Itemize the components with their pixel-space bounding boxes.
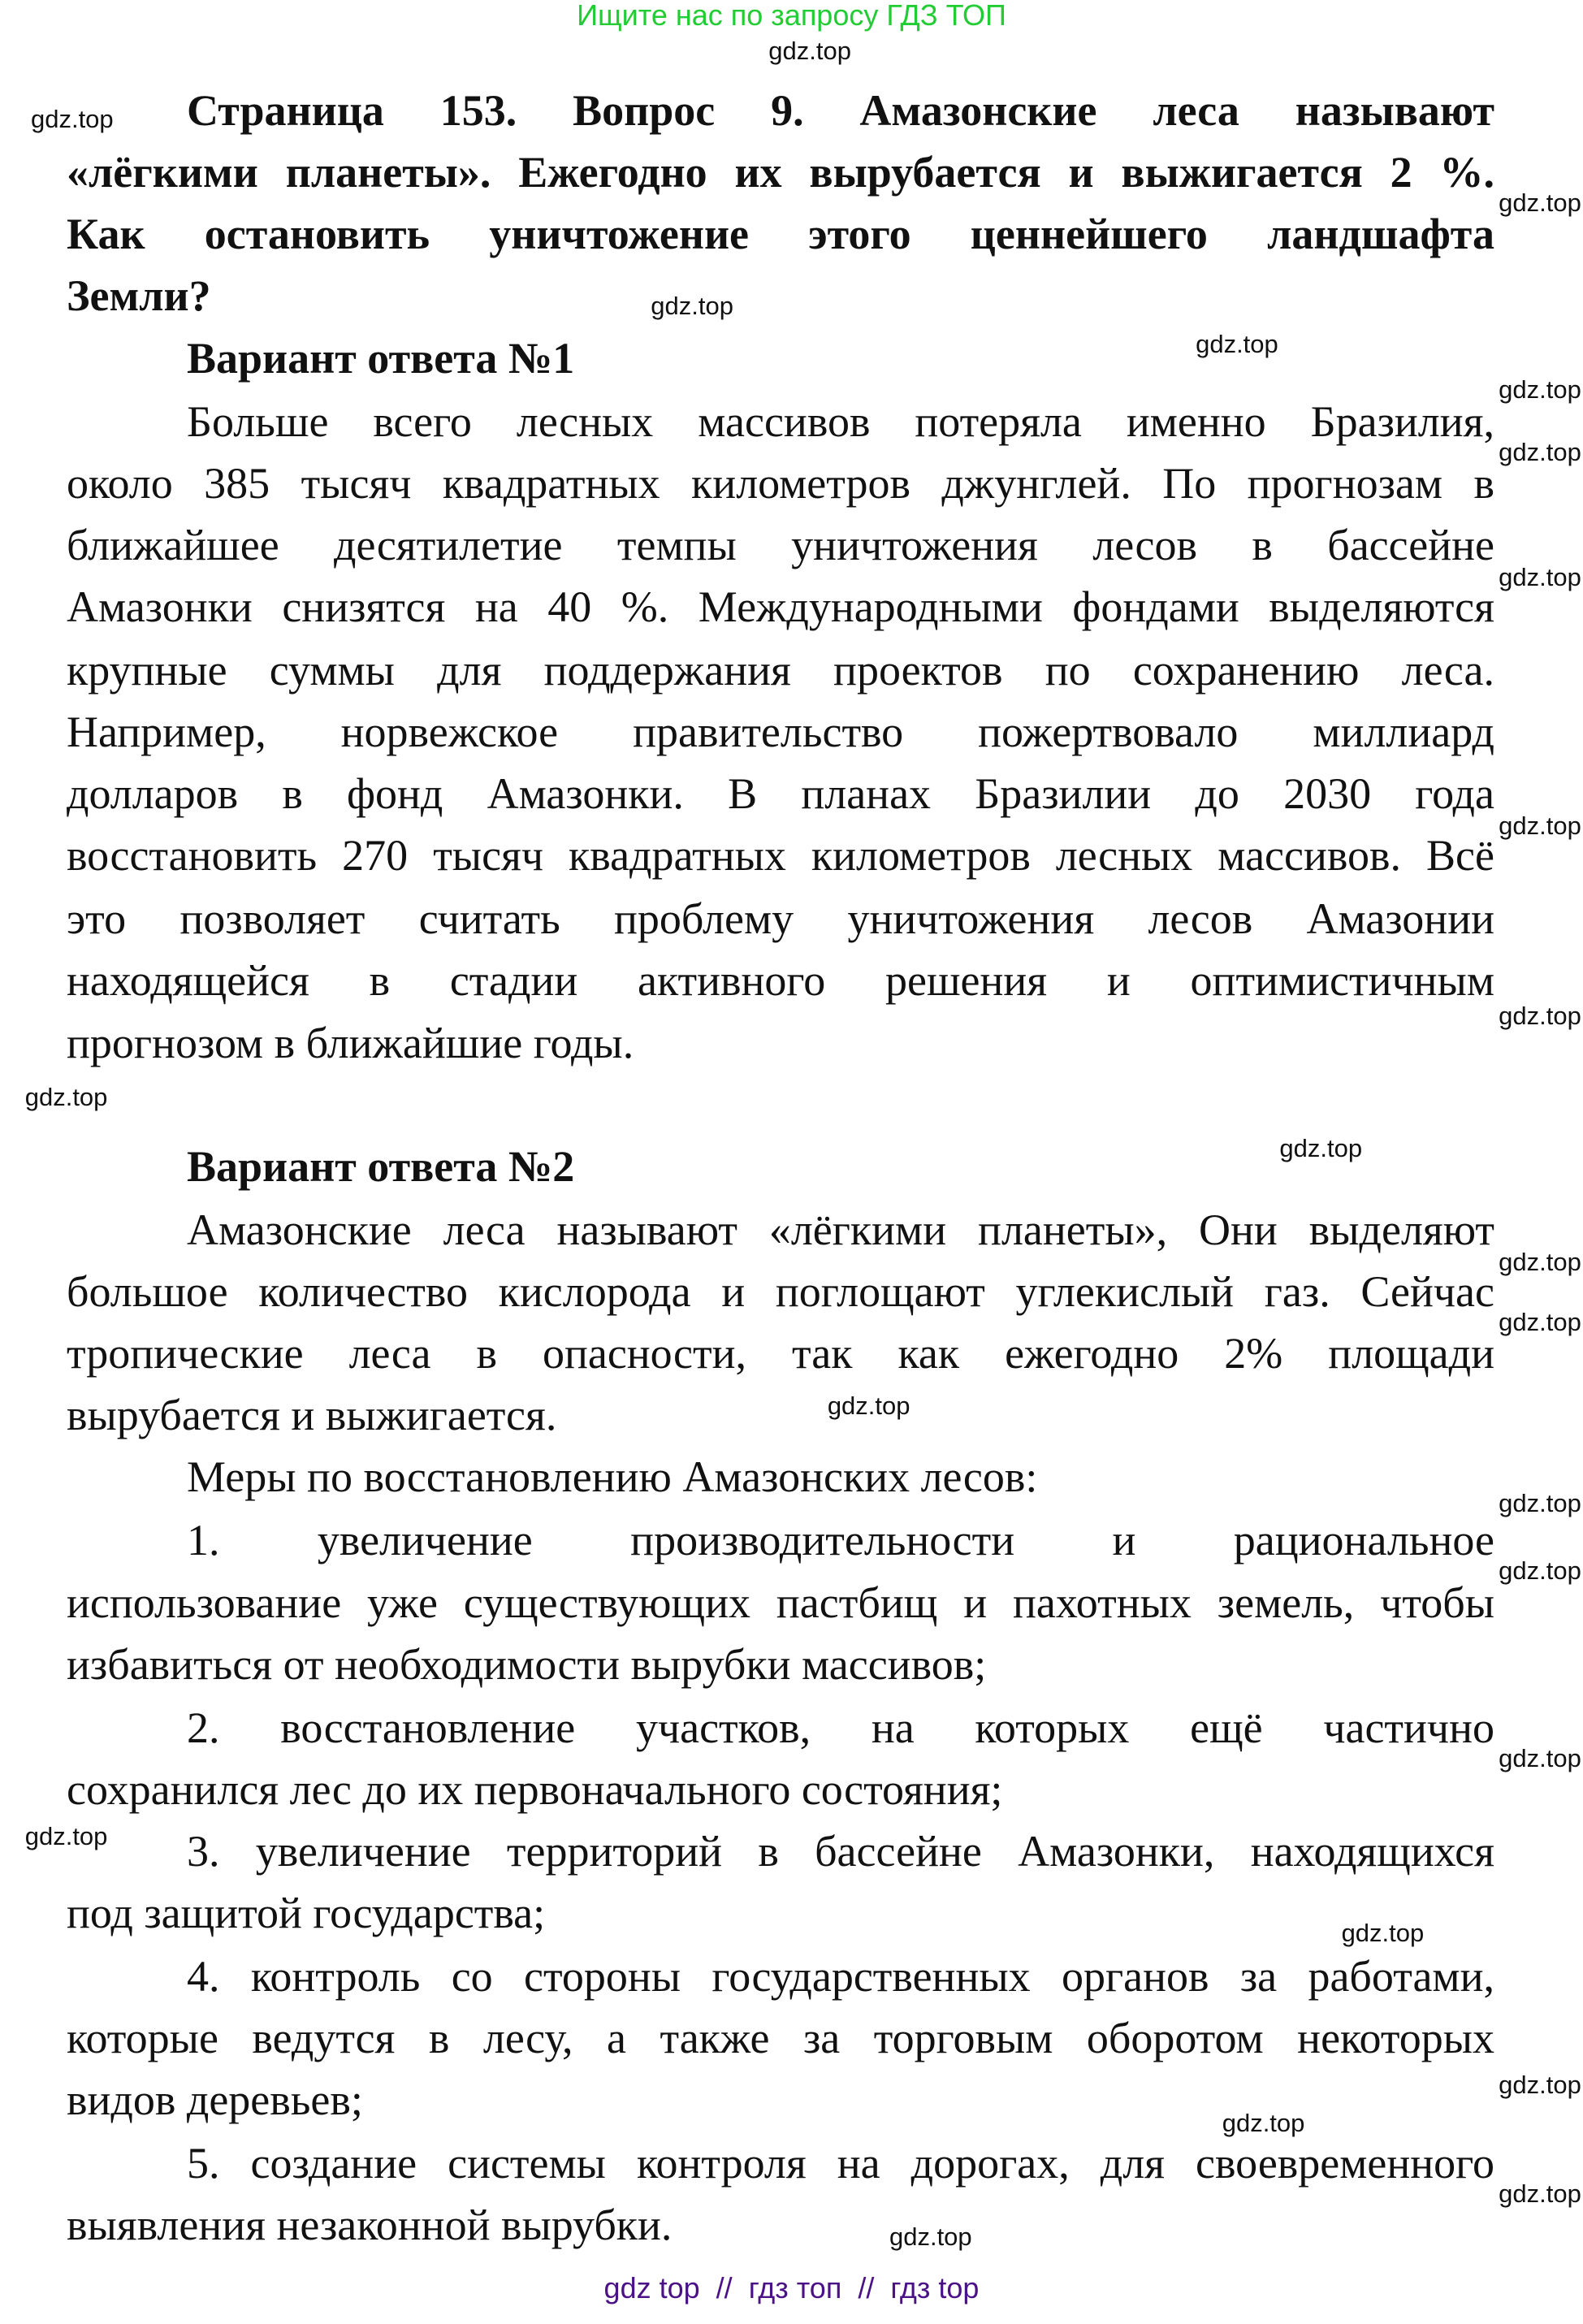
watermark-text: gdz.top: [24, 1082, 108, 1111]
answer-variant-heading: Вариант ответа №1: [187, 333, 575, 383]
watermark-text: gdz.top: [889, 2222, 972, 2251]
footer-link-gdz-top-ru[interactable]: гдз топ: [748, 2271, 842, 2305]
watermark-text: gdz.top: [24, 1821, 108, 1850]
watermark-text: gdz.top: [1499, 1489, 1581, 1518]
footer-links: [0, 2271, 1583, 2305]
text-line: 5. создание системы контроля на дорогах, для своевременного: [187, 2139, 1494, 2188]
watermark-text: gdz.top: [30, 104, 114, 133]
watermark-text: gdz.top: [1499, 1001, 1581, 1030]
question-title-line: Как остановить уничтожение этого ценнейшего ландшафта: [67, 210, 1494, 259]
watermark-text: gdz.top: [1499, 1556, 1581, 1586]
watermark-text: gdz.top: [768, 37, 852, 66]
question-title-line: «лёгкими планеты». Ежегодно их вырубается и выжигается 2 %.: [67, 148, 1494, 197]
text-line: около 385 тысяч квадратных километров джунглей. По прогнозам в: [67, 458, 1494, 508]
text-line: 3. увеличение территорий в бассейне Амазонки, находящихся: [187, 1826, 1494, 1876]
text-line: которые ведутся в лесу, а также за торговым оборотом некоторых: [67, 2014, 1494, 2063]
answer-variant-heading: Вариант ответа №2: [187, 1141, 575, 1191]
question-title-line: Земли?: [67, 271, 211, 321]
text-line: 2. восстановление участков, на которых ещё частично: [187, 1703, 1494, 1752]
watermark-text: gdz.top: [1499, 2071, 1581, 2100]
text-line: прогнозом в ближайшие годы.: [67, 1018, 634, 1067]
question-title-line: Страница 153. Вопрос 9. Амазонские леса называют: [187, 85, 1494, 135]
watermark-text: gdz.top: [1279, 1134, 1363, 1163]
text-line: Например, норвежское правительство пожертвовало миллиард: [67, 708, 1494, 757]
watermark-text: gdz.top: [1499, 437, 1581, 466]
text-line: 4. контроль со стороны государственных органов за работами,: [187, 1952, 1494, 2002]
text-line: выявления незаконной вырубки.: [67, 2201, 673, 2250]
text-line: Больше всего лесных массивов потеряла именно Бразилия,: [187, 396, 1494, 446]
footer-link-gdz-top[interactable]: gdz top: [603, 2271, 700, 2305]
text-line: восстановить 270 тысяч квадратных километров лесных массивов. Всё: [67, 831, 1494, 881]
footer-link-gdz-top-mixed[interactable]: гдз top: [890, 2271, 980, 2305]
text-line: большое количество кислорода и поглощают углекислый газ. Сейчас: [67, 1267, 1494, 1317]
watermark-text: gdz.top: [1499, 562, 1581, 591]
watermark-text: gdz.top: [1341, 1919, 1425, 1948]
text-line: долларов в фонд Амазонки. В планах Бразилии до 2030 года: [67, 769, 1494, 819]
text-line: 1. увеличение производительности и рациональное: [187, 1516, 1494, 1565]
watermark-text: gdz.top: [1499, 188, 1581, 218]
watermark-text: gdz.top: [827, 1391, 910, 1421]
text-line: вырубается и выжигается.: [67, 1391, 557, 1440]
watermark-text: gdz.top: [651, 292, 733, 321]
text-line: использование уже существующих пастбищ и пахотных земель, чтобы: [67, 1577, 1494, 1627]
text-line: Амазонки снизятся на 40 %. Международными фондами выделяются: [67, 582, 1494, 631]
text-line: это позволяет считать проблему уничтожения лесов Амазонии: [67, 894, 1494, 944]
text-line: крупные суммы для поддержания проектов по сохранению леса.: [67, 645, 1494, 695]
text-line: ближайшее десятилетие темпы уничтожения лесов в бассейне: [67, 520, 1494, 569]
text-line: Меры по восстановлению Амазонских лесов:: [187, 1452, 1038, 1502]
text-line: тропические леса в опасности, так как ежегодно 2% площади: [67, 1329, 1494, 1378]
watermark-text: gdz.top: [1499, 375, 1581, 405]
text-line: Амазонские леса называют «лёгкими планеты», Они выделяют: [187, 1205, 1494, 1254]
text-line: находящейся в стадии активного решения и оптимистичным: [67, 956, 1494, 1006]
watermark-text: gdz.top: [1196, 330, 1278, 359]
footer-separator: //: [716, 2271, 733, 2305]
watermark-text: gdz.top: [1499, 1308, 1581, 1337]
text-line: избавиться от необходимости вырубки массивов;: [67, 1639, 987, 1689]
watermark-text: gdz.top: [1499, 1743, 1581, 1772]
text-line: под защитой государства;: [67, 1889, 546, 1938]
footer-separator: //: [858, 2271, 875, 2305]
text-line: сохранился лес до их первоначального состояния;: [67, 1764, 1003, 1814]
search-hint-banner[interactable]: Ищите нас по запросу ГДЗ ТОП: [577, 0, 1006, 32]
watermark-text: gdz.top: [1222, 2109, 1305, 2138]
text-line: видов деревьев;: [67, 2075, 363, 2125]
watermark-text: gdz.top: [1499, 2179, 1581, 2209]
watermark-text: gdz.top: [1499, 811, 1581, 841]
watermark-text: gdz.top: [1499, 1247, 1581, 1276]
